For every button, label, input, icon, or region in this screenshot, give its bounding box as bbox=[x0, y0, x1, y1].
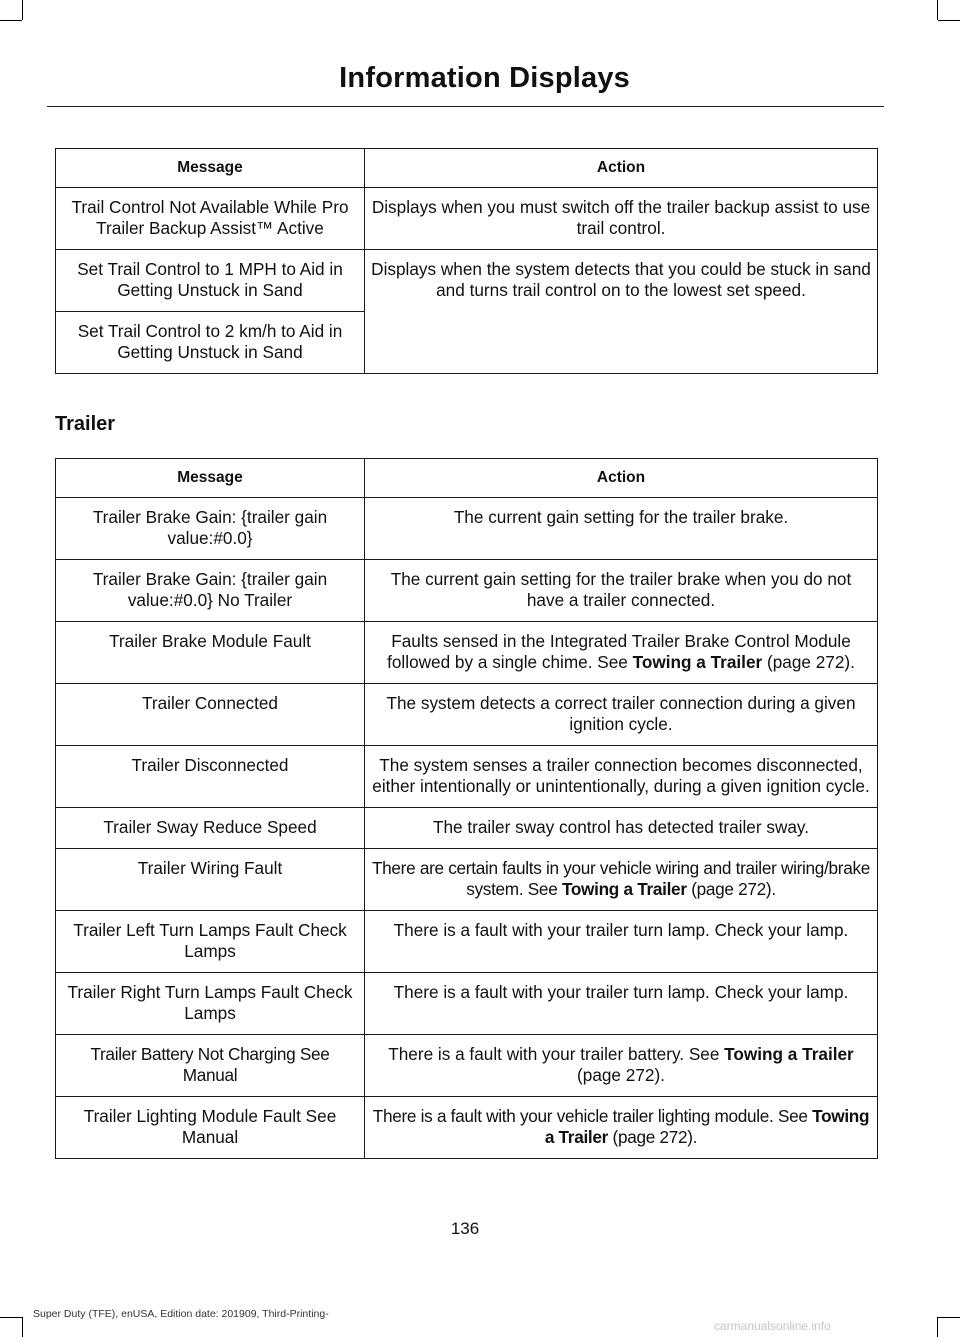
action-cell: The current gain setting for the trailer brake. bbox=[365, 498, 878, 560]
action-cell: The system senses a trailer connection becomes disconnected, either intentionally or unintentionally, during a given ignition cycle. bbox=[365, 746, 878, 808]
action-cell: The system detects a correct trailer connection during a given ignition cycle. bbox=[365, 684, 878, 746]
table-row bbox=[56, 250, 878, 312]
action-cell bbox=[365, 1097, 878, 1159]
crop-mark bbox=[938, 1317, 960, 1318]
crop-mark bbox=[22, 1317, 23, 1337]
message-cell: Trailer Right Turn Lamps Fault Check Lamps bbox=[56, 973, 365, 1035]
action-cell bbox=[365, 1035, 878, 1097]
section-title: Trailer bbox=[55, 413, 116, 435]
message-cell: Trail Control Not Available While Pro Trailer Backup Assist™ Active bbox=[56, 188, 365, 250]
message-cell: Trailer Connected bbox=[56, 684, 365, 746]
crop-mark bbox=[938, 20, 960, 21]
towing-a-trailer-link[interactable]: Towing a Trailer bbox=[724, 1044, 854, 1064]
action-cell bbox=[365, 622, 878, 684]
table-header-row bbox=[56, 459, 878, 498]
table-row bbox=[56, 622, 878, 684]
header-rule bbox=[47, 106, 884, 107]
message-cell: Trailer Battery Not Charging See Manual bbox=[56, 1035, 365, 1097]
towing-a-trailer-link[interactable]: Towing a Trailer bbox=[632, 652, 763, 672]
message-cell: Trailer Left Turn Lamps Fault Check Lamps bbox=[56, 911, 365, 973]
message-cell: Trailer Lighting Module Fault See Manual bbox=[56, 1097, 365, 1159]
message-cell: Trailer Brake Gain: {trailer gain value:#0.0} No Trailer bbox=[56, 560, 365, 622]
table-row bbox=[56, 188, 878, 250]
page-reference: (page 272). bbox=[762, 652, 855, 672]
crop-mark bbox=[0, 20, 22, 21]
page-number: 136 bbox=[450, 1219, 480, 1238]
page-reference: (page 272). bbox=[608, 1127, 698, 1147]
watermark: carmanualsonline.info bbox=[714, 1319, 831, 1333]
message-cell: Trailer Disconnected bbox=[56, 746, 365, 808]
table-row bbox=[56, 560, 878, 622]
trail-control-table bbox=[55, 148, 878, 374]
table-row bbox=[56, 849, 878, 911]
action-cell: The current gain setting for the trailer brake when you do not have a trailer connected. bbox=[365, 560, 878, 622]
table-row bbox=[56, 746, 878, 808]
crop-mark bbox=[0, 1317, 22, 1318]
action-text: There is a fault with your trailer battery. See bbox=[388, 1044, 725, 1064]
action-text: There is a fault with your vehicle trailer lighting module. See bbox=[372, 1106, 813, 1126]
column-header-action: Action bbox=[365, 149, 878, 188]
table-row bbox=[56, 498, 878, 560]
page-title: Information Displays bbox=[339, 62, 630, 94]
towing-a-trailer-link[interactable]: Towing a Trailer bbox=[561, 879, 687, 899]
action-cell: Displays when the system detects that you could be stuck in sand and turns trail control on to the lowest set speed. bbox=[365, 250, 878, 374]
crop-mark bbox=[937, 1317, 938, 1337]
action-cell: There is a fault with your trailer turn lamp. Check your lamp. bbox=[365, 911, 878, 973]
table-row bbox=[56, 973, 878, 1035]
action-cell: There is a fault with your trailer turn lamp. Check your lamp. bbox=[365, 973, 878, 1035]
table-row bbox=[56, 1035, 878, 1097]
table-row bbox=[56, 808, 878, 849]
table-row bbox=[56, 911, 878, 973]
message-cell: Trailer Wiring Fault bbox=[56, 849, 365, 911]
table-header-row bbox=[56, 149, 878, 188]
action-text: There are certain faults in your vehicle wiring and trailer wiring/brake system. See bbox=[371, 858, 871, 899]
towing-a-trailer-link[interactable]: Towing a Trailer bbox=[544, 1106, 870, 1147]
column-header-action: Action bbox=[365, 459, 878, 498]
page-reference: (page 272). bbox=[686, 879, 776, 899]
message-cell: Set Trail Control to 2 km/h to Aid in Getting Unstuck in Sand bbox=[56, 312, 365, 374]
table-row bbox=[56, 684, 878, 746]
message-cell: Trailer Brake Module Fault bbox=[56, 622, 365, 684]
message-cell: Set Trail Control to 1 MPH to Aid in Getting Unstuck in Sand bbox=[56, 250, 365, 312]
action-cell bbox=[365, 849, 878, 911]
column-header-message: Message bbox=[56, 149, 365, 188]
crop-mark bbox=[937, 0, 938, 20]
message-cell: Trailer Sway Reduce Speed bbox=[56, 808, 365, 849]
trailer-messages-table bbox=[55, 458, 878, 1159]
table-row bbox=[56, 1097, 878, 1159]
message-cell: Trailer Brake Gain: {trailer gain value:#0.0} bbox=[56, 498, 365, 560]
action-text: Faults sensed in the Integrated Trailer Brake Control Module followed by a single chime. See bbox=[387, 631, 851, 672]
action-cell: Displays when you must switch off the trailer backup assist to use trail control. bbox=[365, 188, 878, 250]
crop-mark bbox=[22, 0, 23, 20]
page-reference: (page 272). bbox=[577, 1065, 665, 1085]
footer-edition-info: Super Duty (TFE), enUSA, Edition date: 201909, Third-Printing- bbox=[33, 1308, 329, 1320]
action-cell: The trailer sway control has detected trailer sway. bbox=[365, 808, 878, 849]
column-header-message: Message bbox=[56, 459, 365, 498]
